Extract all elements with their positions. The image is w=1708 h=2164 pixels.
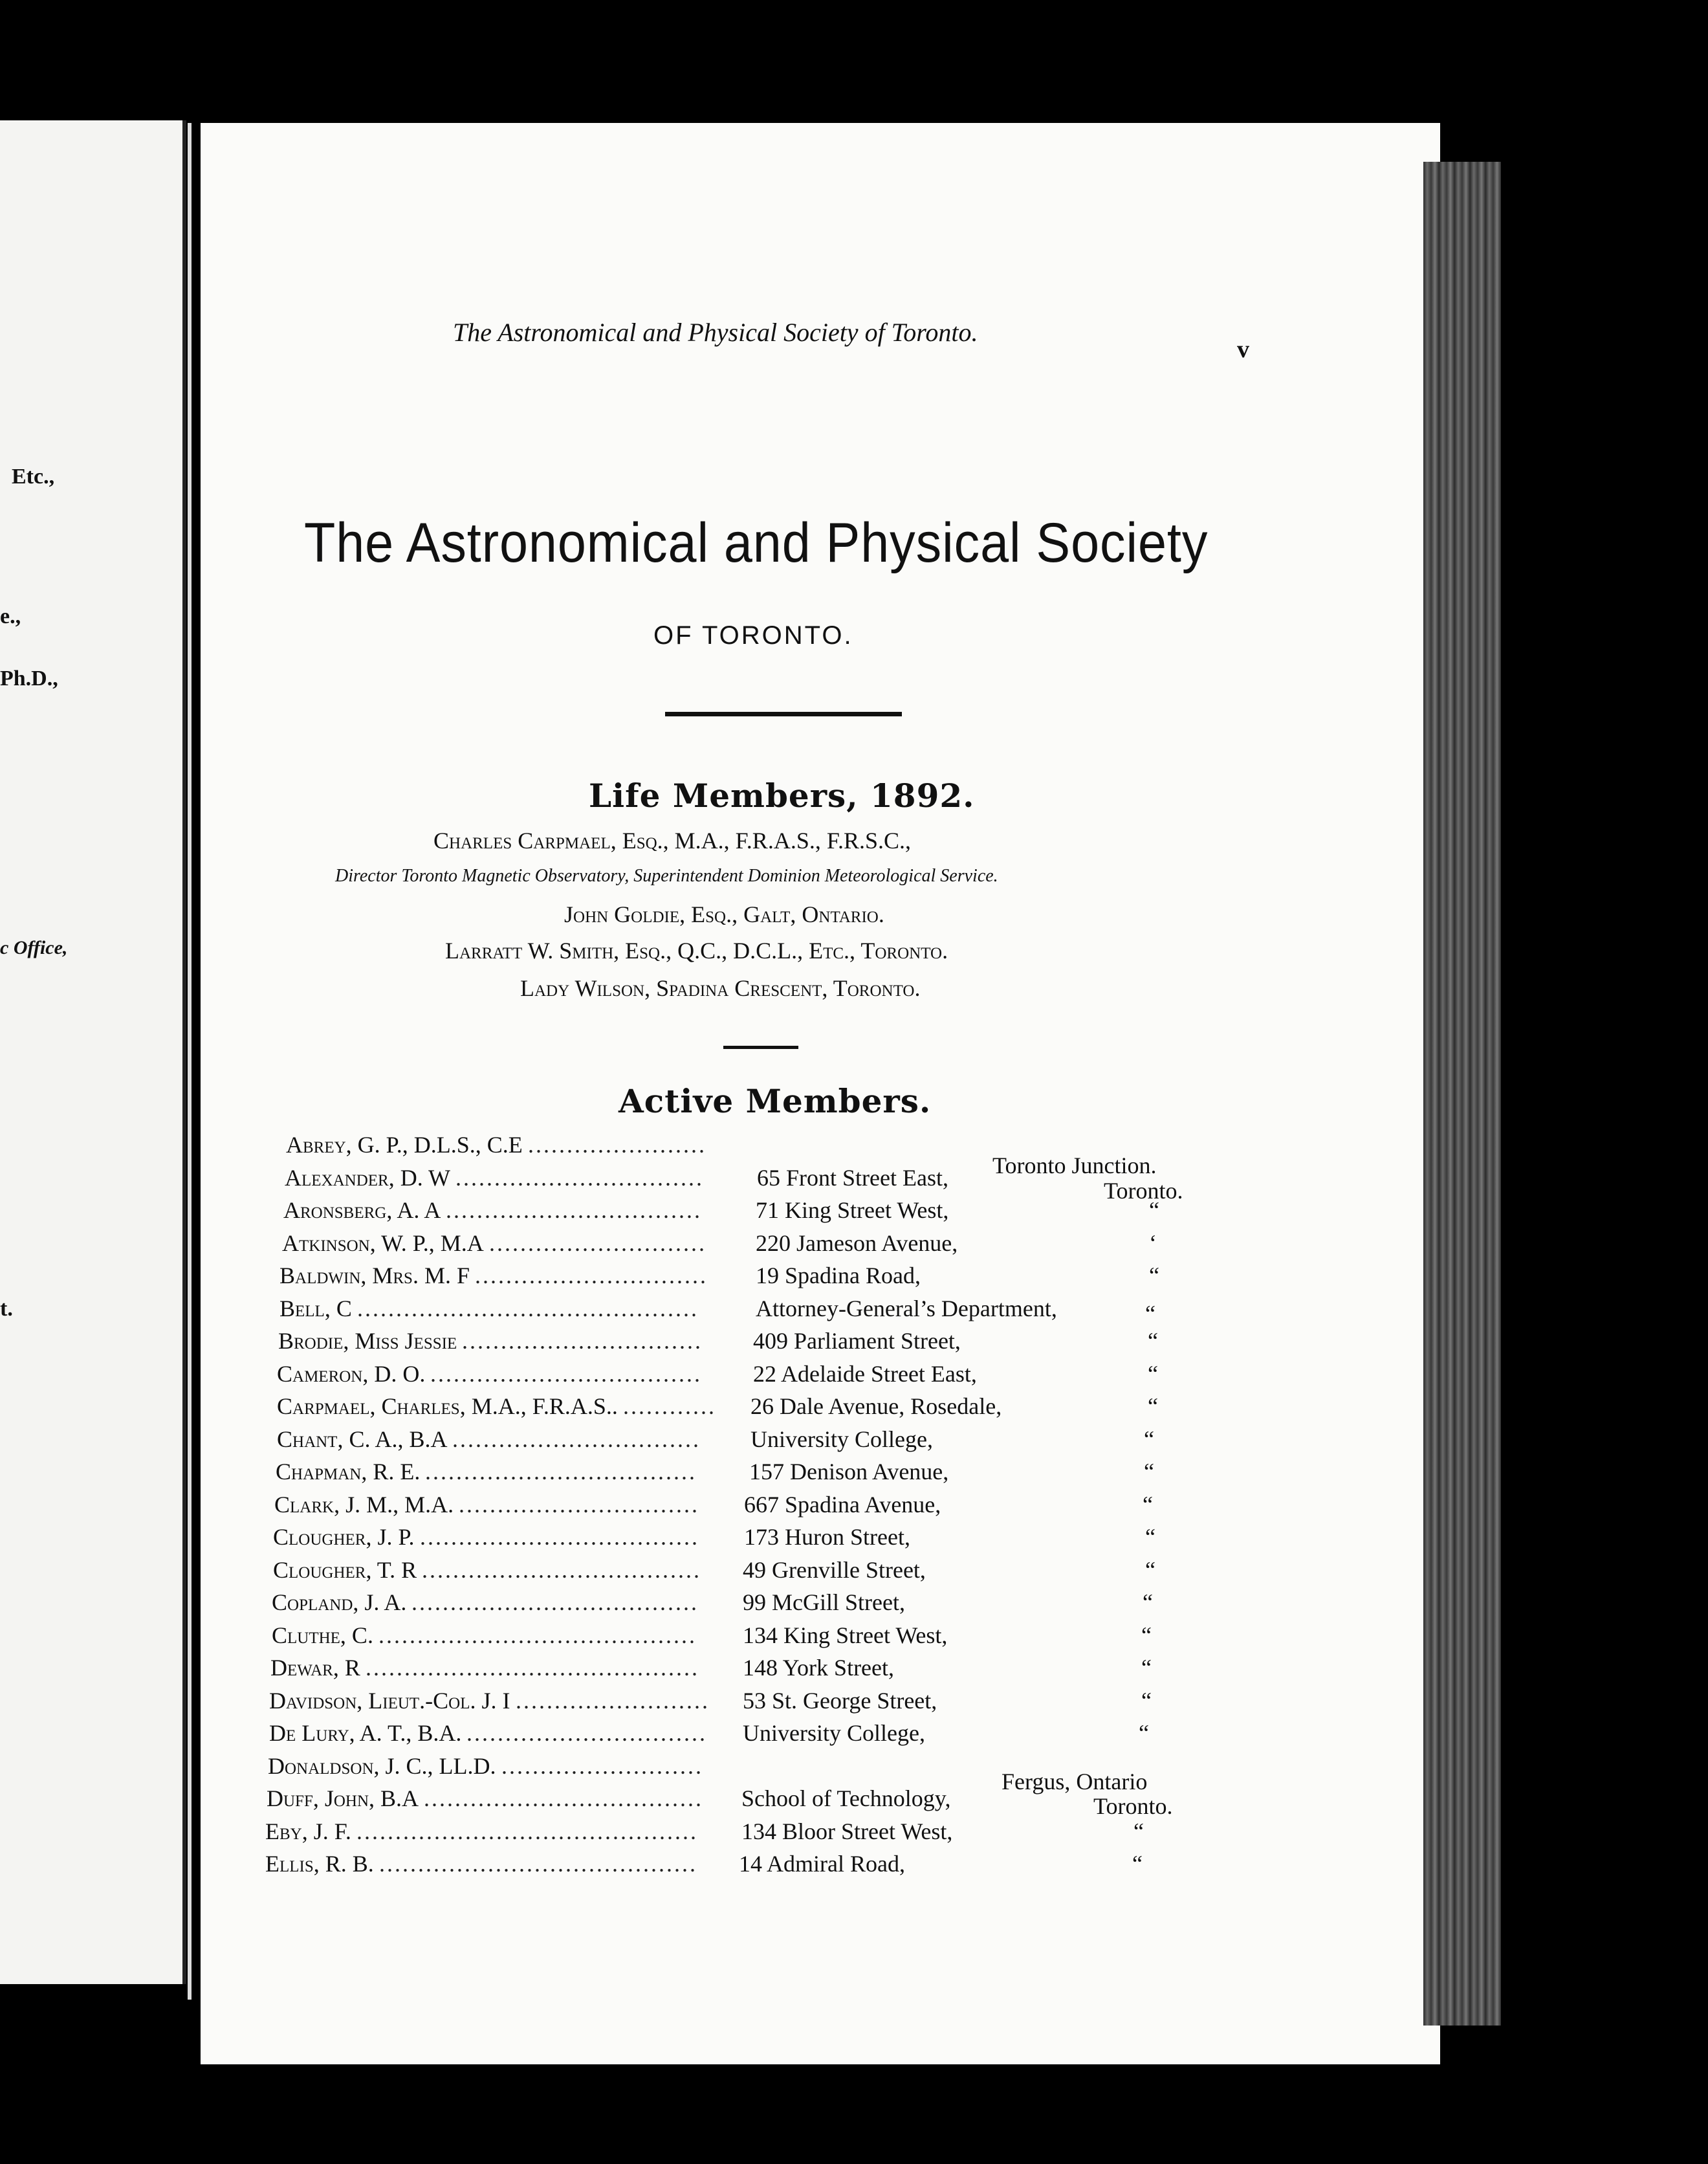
member-name: Bell, C [279, 1295, 352, 1321]
member-address: 99 McGill Street, [743, 1589, 905, 1615]
member-city: “ [1141, 1655, 1152, 1681]
member-address: 71 King Street West, [756, 1197, 949, 1223]
member-city: “ [1144, 1426, 1154, 1452]
member-address: 220 Jameson Avenue, [756, 1230, 958, 1256]
leader-dots: .................................... [424, 1785, 703, 1811]
leader-dots: ....................... [528, 1132, 706, 1158]
page-title: The Astronomical and Physical Society [304, 512, 1209, 574]
member-name: Ellis, R. B. [265, 1851, 374, 1877]
member-name: Cluthe, C. [272, 1622, 373, 1648]
member-city: “ [1145, 1300, 1155, 1327]
leader-dots: .................................... [420, 1524, 699, 1550]
section-rule [723, 1046, 798, 1049]
member-address: 19 Spadina Road, [756, 1263, 921, 1288]
member-address: 134 Bloor Street West, [741, 1818, 953, 1844]
member-address: School of Technology, [741, 1785, 951, 1811]
active-members-heading: Active Members. [619, 1082, 932, 1120]
life-member-line: John Goldie, Esq., Galt, Ontario. [564, 901, 884, 927]
leader-dots: ............................... [462, 1328, 703, 1354]
life-member-line: Larratt W. Smith, Esq., Q.C., D.C.L., Etc., Toronto. [445, 938, 948, 964]
leader-dots: ............................... [459, 1491, 699, 1518]
left-fragment-3: Ph.D., [0, 667, 58, 690]
member-city: “ [1144, 1459, 1154, 1485]
member-address: 22 Adelaide Street East, [753, 1360, 977, 1387]
life-member-line: Charles Carpmael, Esq., M.A., F.R.A.S., F.R.S.C., [433, 828, 912, 854]
member-name: Alexander, D. W [285, 1164, 451, 1191]
member-name: Clougher, J. P. [273, 1524, 415, 1550]
member-address: 26 Dale Avenue, Rosedale, [750, 1393, 1002, 1419]
leader-dots: .................................... [422, 1556, 701, 1583]
member-city: “ [1148, 1360, 1158, 1387]
leader-dots: ................................ [452, 1426, 701, 1452]
member-name: Cameron, D. O. [277, 1360, 426, 1387]
member-city: “ [1132, 1851, 1143, 1877]
member-name: Brodie, Miss Jessie [278, 1328, 457, 1354]
leader-dots: ........................................... [366, 1655, 699, 1681]
life-member-line: Director Toronto Magnetic Observatory, Superintendent Dominion Meteorological Service. [335, 866, 998, 886]
running-header: The Astronomical and Physical Society of Toronto. [453, 318, 978, 347]
member-address: Attorney-General’s Department, [756, 1295, 1057, 1321]
member-address: University College, [743, 1720, 925, 1746]
member-address: 667 Spadina Avenue, [744, 1491, 941, 1518]
member-name: De Lury, A. T., B.A. [269, 1720, 462, 1746]
member-name: Copland, J. A. [272, 1589, 407, 1615]
left-fragment-1: Etc., [12, 465, 55, 489]
leader-dots: ......................................... [379, 1851, 697, 1877]
scan-edge-line [188, 123, 192, 2000]
member-name: Abrey, G. P., D.L.S., C.E [286, 1132, 523, 1158]
member-address: 173 Huron Street, [744, 1524, 910, 1550]
member-address: 14 Admiral Road, [739, 1851, 905, 1877]
leader-dots: .............................. [475, 1263, 708, 1288]
leader-dots: ................................... [430, 1360, 702, 1387]
member-address: 148 York Street, [743, 1655, 895, 1681]
member-name: Eby, J. F. [265, 1818, 351, 1844]
leader-dots: ......................... [516, 1687, 710, 1714]
member-name: Clougher, T. R [273, 1556, 417, 1583]
member-name: Baldwin, Mrs. M. F [279, 1263, 470, 1288]
leader-dots: .......................... [501, 1752, 703, 1779]
leader-dots: ................................ [455, 1164, 704, 1191]
page-subtitle: OF TORONTO. [653, 621, 853, 650]
left-page-fragment [0, 120, 186, 1984]
member-name: Clark, J. M., M.A. [274, 1491, 454, 1518]
member-city: “ [1145, 1524, 1155, 1550]
member-city: “ [1143, 1491, 1153, 1518]
member-name: Davidson, Lieut.-Col. J. I [269, 1687, 510, 1714]
member-address: University College, [750, 1426, 933, 1452]
member-city: “ [1139, 1720, 1149, 1746]
life-member-line: Lady Wilson, Spadina Crescent, Toronto. [520, 975, 921, 1001]
member-address: 157 Denison Avenue, [749, 1459, 949, 1485]
leader-dots: ................................. [446, 1197, 702, 1223]
member-city: “ [1148, 1393, 1158, 1419]
member-city: “ [1133, 1818, 1144, 1844]
leader-dots: ............................................ [356, 1818, 698, 1844]
member-city: “ [1145, 1556, 1155, 1583]
leader-dots: ......................................... [378, 1622, 697, 1648]
leader-dots: ............................ [489, 1230, 706, 1256]
left-fragment-5: t. [0, 1297, 13, 1321]
leader-dots: ............ [623, 1393, 716, 1419]
member-name: Carpmael, Charles, M.A., F.R.A.S.. [277, 1393, 618, 1419]
leader-dots: ..................................... [411, 1589, 699, 1615]
member-city: “ [1141, 1687, 1152, 1714]
page-number: v [1237, 336, 1249, 363]
member-name: Donaldson, J. C., LL.D. [268, 1752, 496, 1779]
leader-dots: ............................................ [357, 1295, 699, 1321]
member-city: Toronto. [1093, 1793, 1173, 1819]
life-members-heading: Life Members, 1892. [589, 777, 975, 815]
member-city: “ [1149, 1263, 1159, 1288]
member-name: Dewar, R [270, 1655, 360, 1681]
title-rule [665, 712, 902, 716]
member-city: ‘ [1149, 1230, 1157, 1256]
member-address: 49 Grenville Street, [743, 1556, 926, 1583]
member-city: Toronto. [1104, 1177, 1183, 1204]
member-address: 134 King Street West, [743, 1622, 948, 1648]
member-name: Chant, C. A., B.A [277, 1426, 448, 1452]
page-edges [1423, 162, 1501, 2026]
member-name: Chapman, R. E. [276, 1459, 421, 1485]
left-fragment-2: e., [0, 604, 21, 628]
leader-dots: ............................... [466, 1720, 707, 1746]
member-city: “ [1141, 1622, 1152, 1648]
member-city: “ [1148, 1328, 1158, 1354]
member-city: Toronto Junction. [992, 1153, 1157, 1178]
member-name: Aronsberg, A. A [283, 1197, 441, 1223]
member-address: 65 Front Street East, [757, 1164, 948, 1191]
member-name: Duff, John, B.A [267, 1785, 419, 1811]
leader-dots: ................................... [425, 1459, 697, 1485]
member-city: “ [1143, 1589, 1153, 1615]
left-fragment-4: c Office, [0, 937, 68, 958]
member-city: Fergus, Ontario [1002, 1768, 1148, 1794]
member-city: “ [1149, 1197, 1159, 1223]
member-address: 53 St. George Street, [743, 1687, 937, 1714]
member-address: 409 Parliament Street, [753, 1328, 961, 1354]
member-name: Atkinson, W. P., M.A [282, 1230, 484, 1256]
